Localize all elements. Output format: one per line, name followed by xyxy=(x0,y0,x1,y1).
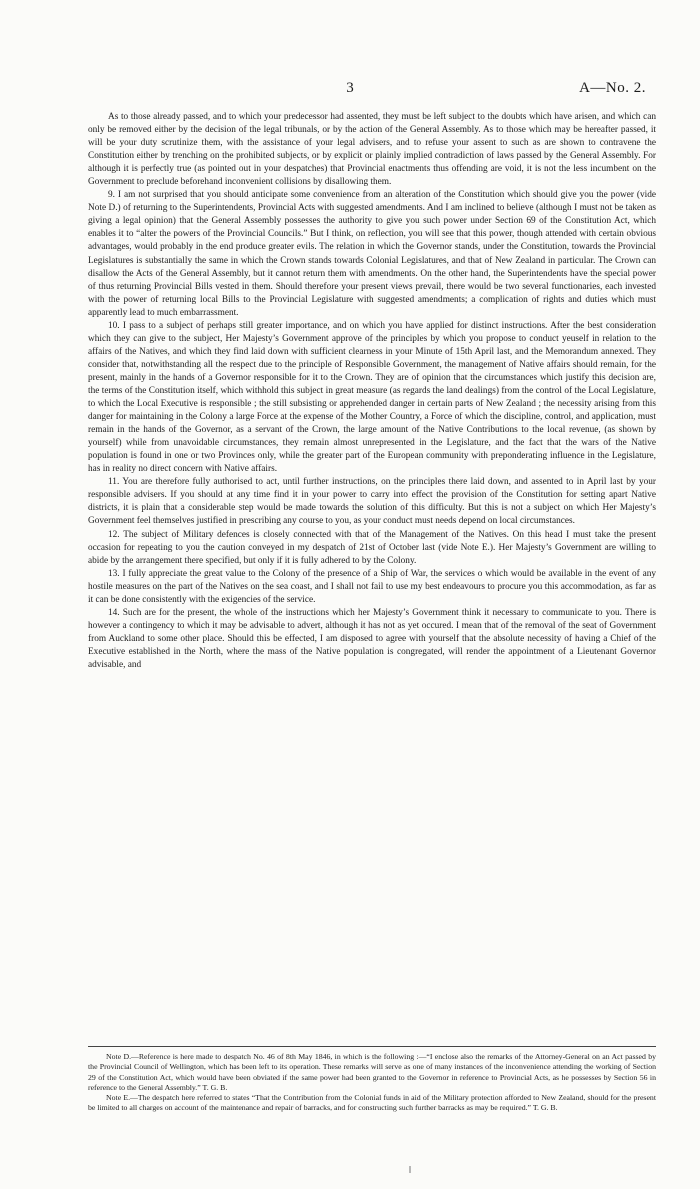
note-d: Note D.—Reference is here made to despatch No. 46 of 8th May 1846, in which is the following :—“I enclose also the remarks of the Attorney-General on an Act passed by the Provincial Council of Wellington, which has been left to its operation. These remarks will serve as one of many instances of the inconvenience attending the working of Section 29 of the Constitution Act, which would have been obviated if the same power had been granted to the Governor in reference to Provincial Acts, as he possesses by Section 56 in reference to the General Assembly.” T. G. B. xyxy=(88,1052,656,1092)
footnote-divider xyxy=(88,1046,656,1047)
footnotes xyxy=(88,1052,656,1114)
paper-mark xyxy=(409,1166,411,1173)
paragraph-12: 12. The subject of Military defences is closely connected with that of the Management of the Natives. On this head I must take the present occasion for repeating to you the caution conveyed in my despatch of 21st of October last (vide Note E.). Her Majesty’s Government are willing to abide by the arrangement there specified, but only if it is fully adhered to by the Colony. xyxy=(88,529,656,566)
paragraph-13: 13. I fully appreciate the great value to the Colony of the presence of a Ship of War, the services o which would be available in the event of any hostile measures on the part of the Natives on the sea coast, and I shall not fail to use my best endeavours to procure you this accommodation, as far as it can be done consistently with the exigencies of the service. xyxy=(88,568,656,605)
paragraph-11: 11. You are therefore fully authorised to act, until further instructions, on the principles there laid down, and assented to in April last by your responsible advisers. If you should at any time find it in your power to carry into effect the provision of the Constitution for setting apart Native districts, it is plain that a considerable step would be made towards the solution of this difficulty. But this is not a subject on which Her Majesty’s Government feel themselves justified in prescribing any course to you, as your conduct must needs depend on local circumstances. xyxy=(88,477,656,527)
note-e: Note E.—The despatch here referred to states “That the Contribution from the Colonial funds in aid of the Military protection afforded to New Zealand, should for the present be limited to all charges on account of the maintenance and repair of barracks, and for constructing such further barracks as may be required.” T. G. B. xyxy=(88,1093,656,1113)
paragraph-10: 10. I pass to a subject of perhaps still greater importance, and on which you have applied for distinct instructions. After the best consideration which they can give to the subject, Her Majesty’s Government approve of the principles by which you propose to conduct yeuself in relation to the affairs of the Natives, and which they find laid down with sufficient clearness in your Minute of 15th April last, and the Memorandum annexed. They consider that, notwithstanding all the respect due to the principle of Responsible Government, the management of Native affairs should remain, for the present, mainly in the hands of a Governor responsible for it to the Crown. They are of opinion that the circumstances which justify this decision are, the terms of the Constitution itself, which withhold this subject in great measure (as regards the land dealings) from the control of the Local Legislature, to which the Local Executive is responsible ; the still subsisting or apprehended danger in certain parts of New Zealand ; the necessity arising from this danger for maintaining in the Colony a large Force at the expense of the Mother Country, a Force of which the discipline, control, and application, must remain in the hands of the Governor, as a servant of the Crown, the large amount of the Native Contributions to the local revenue, (as shown by yourself) while from unavoidable circumstances, they remain almost unrepresented in the Legislature, and the fact that the wars of the Native population is found in one or two Provinces only, while the greater part of the European community with preponderating influence in the Legislature, has in reality no direct concern with Native affairs. xyxy=(88,320,656,475)
document-reference: A—No. 2. xyxy=(579,80,646,96)
paragraph-9: 9. I am not surprised that you should anticipate some convenience from an alteration of the Constitution which should give you the power (vide Note D.) of returning to the Superintendents, Provincial Acts with suggested amendments. And I am inclined to believe (although I must not be taken as giving a legal opinion) that the General Assembly possesses the authority to give you such power under Section 69 of the Constitution Act, which enables it to “alter the powers of the Provincial Councils.” But I think, on reflection, you will see that this power, though attended with certain obvious advantages, would probably in the end produce greater evils. The relation in which the Governor stands, under the Constitution, towards the Provincial Legislatures is substantially the same in which the Crown stands towards Colonial Legislatures, and that of New Zealand in particular. The Crown can disallow the Acts of the General Assembly, but it cannot return them with amendments. On the other hand, the Superintendents have the special power of thus returning Provincial Bills vested in them. Should therefore your present views prevail, there would be two several functionaries, each invested with the power of returning local Bills to the Provincial Legislature with suggested amendments; a complication of rights and duties which must apparently lead to much embarrassment. xyxy=(88,190,656,318)
paragraph-8-continuation: As to those already passed, and to which your predecessor had assented, they must be left subject to the doubts which have arisen, and which can only be removed either by the decision of the legal tribunals, or by the action of the General Assembly. As to those which may be hereafter passed, it will be your duty scrutinize them, with the assistance of your legal advisers, and to refuse your assent to such as are shown to contravene the Constitution either by trenching on the prohibited subjects, or by explicit or plainly implied contradiction of laws passed by the General Assembly. For although it is perfectly true (as pointed out in your despatches) that Provincial enactments thus offending are void, it is not the less incumbent on the Government to preclude beforehand inconvenient collisions by disallowing them. xyxy=(88,112,656,188)
page-number: 3 xyxy=(346,80,354,96)
body-text xyxy=(88,111,656,672)
paragraph-14: 14. Such are for the present, the whole of the instructions which her Majesty’s Government think it necessary to communicate to you. There is however a contingency to which it may be advisable to advert, although it has not as yet occured. I mean that of the removal of the seat of Government from Auckland to some other place. Should this be effected, I am disposed to agree with yourself that the absolute necessity of having a Chief of the Executive established in the North, where the mass of the Native population is congregated, will render the appointment of a Lieutenant Governor advisable, and xyxy=(88,607,656,670)
